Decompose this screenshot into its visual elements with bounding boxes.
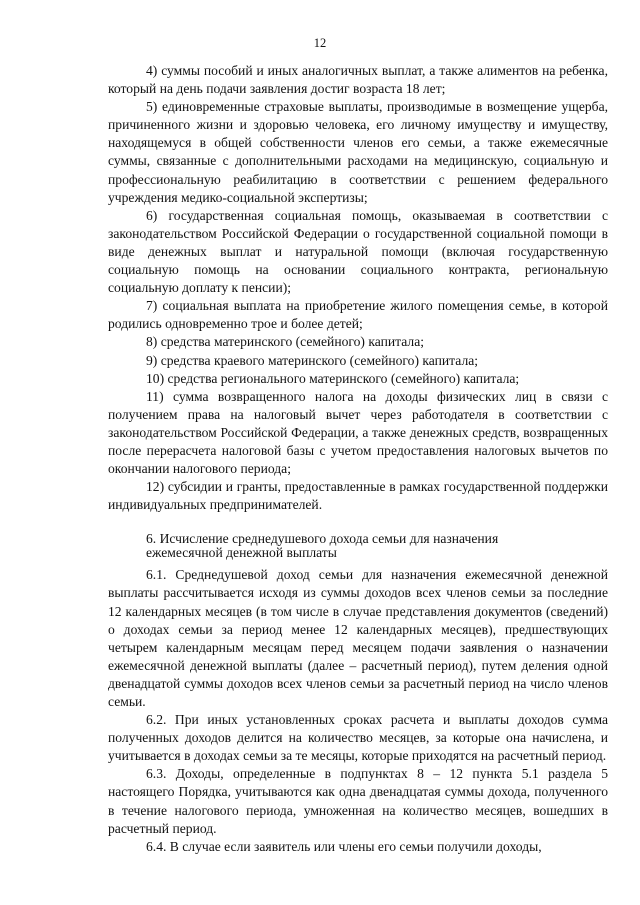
list-item: 5) единовременные страховые выплаты, производимые в возмещение ущерба, причиненного жизни и здоровью человека, его личному имуществу и имуществу, находящемуся в общей собственности членов его семьи, а также ежемесячные суммы, связанные с дополнительными расходами на медицинскую, социальную и профессиональную реабилитацию в соответствии с решением федерального учреждения медико-социальной экспертизы; <box>108 99 608 205</box>
section-paragraph: 6.3. Доходы, определенные в подпунктах 8 – 12 пункта 5.1 раздела 5 настоящего Порядка, учитываются как одна двенадцатая суммы дохода, полученного в течение налогового периода, умноженная на количество месяцев, вошедших в расчетный период. <box>108 766 608 836</box>
list-item: 6) государственная социальная помощь, оказываемая в соответствии с законодательством Российской Федерации о государственной социальной помощи в виде денежных выплат и натуральной помощи (включая государственную социальную помощь на основании социального контракта, региональную социальную доплату к пенсии); <box>108 207 608 296</box>
list-item: 4) суммы пособий и иных аналогичных выплат, а также алиментов на ребенка, который на день подачи заявления достиг возраста 18 лет; <box>108 63 608 97</box>
section-paragraph: 6.2. При иных установленных сроках расчета и выплаты доходов сумма полученных доходов делится на количество месяцев, за которые она начислена, и учитывается в доходах семьи за те месяцы, которые приходятся на расчетный период. <box>108 712 608 764</box>
section-paragraph: 6.1. Среднедушевой доход семьи для назначения ежемесячной денежной выплаты рассчитывается исходя из суммы доходов всех членов семьи за последние 12 календарных месяцев (в том числе в случае представления документов (сведений) о доходах семьи за период менее 12 календарных месяцев), предшествующих четырем календарным месяцам перед месяцем подачи заявления о назначении ежемесячной денежной выплаты (далее – расчетный период), путем деления одной двенадцатой суммы доходов всех членов семьи за расчетный период на число членов семьи. <box>108 567 608 709</box>
list-item: 12) субсидии и гранты, предоставленные в рамках государственной поддержки индивидуальных предпринимателей. <box>108 479 608 513</box>
document-body <box>108 62 608 856</box>
section-heading <box>108 532 608 560</box>
section-paragraph: 6.4. В случае если заявитель или члены его семьи получили доходы, <box>146 838 542 854</box>
section-heading-line: 6. Исчисление среднедушевого дохода семьи для назначения <box>146 531 499 547</box>
list-item: 9) средства краевого материнского (семейного) капитала; <box>146 352 479 368</box>
section-heading-line: ежемесячной денежной выплаты <box>146 545 337 561</box>
list-item: 10) средства регионального материнского (семейного) капитала; <box>146 370 520 386</box>
list-item: 7) социальная выплата на приобретение жилого помещения семье, в которой родились одновременно трое и более детей; <box>108 298 608 332</box>
list-item: 11) сумма возвращенного налога на доходы физических лиц в связи с получением права на налоговый вычет через работодателя в соответствии с законодательством Российской Федерации, а также денежных средств, возвращенных после перерасчета налоговой базы с учетом предоставления налоговых вычетов по окончании налогового периода; <box>108 388 608 477</box>
page-number: 12 <box>313 36 327 50</box>
list-item: 8) средства материнского (семейного) капитала; <box>146 334 425 350</box>
